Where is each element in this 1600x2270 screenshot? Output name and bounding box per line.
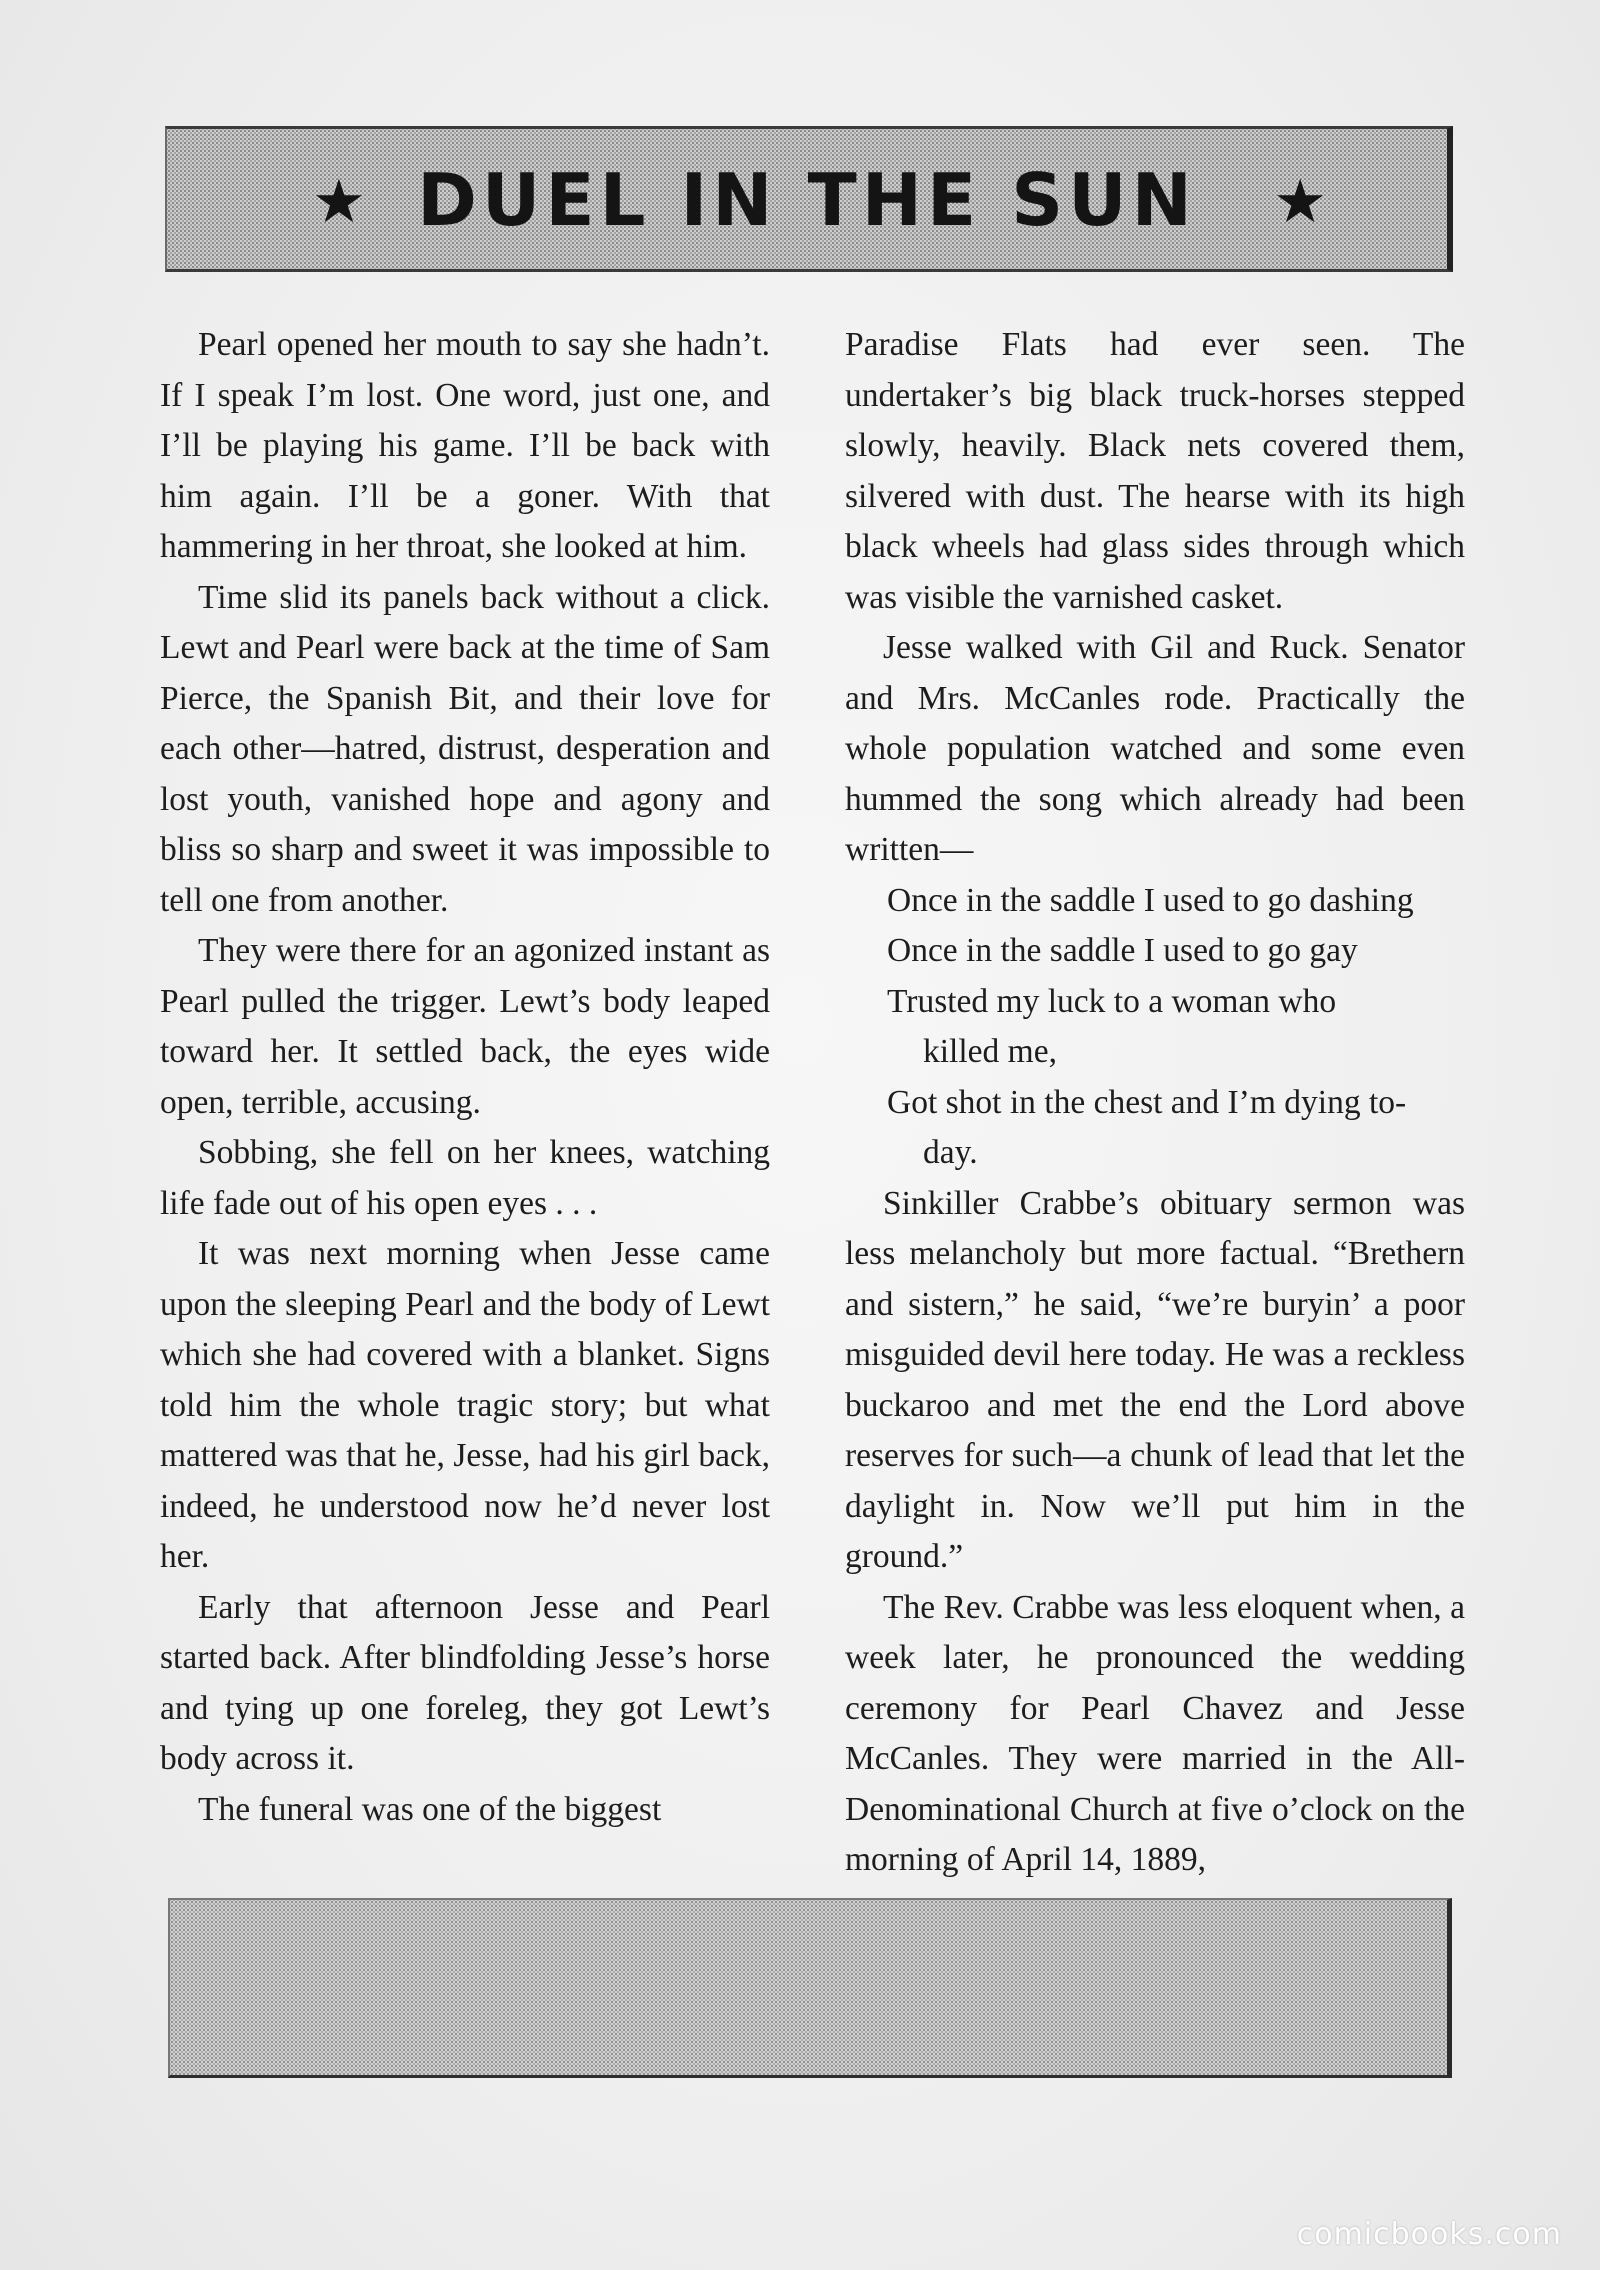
paragraph: Jesse walked with Gil and Ruck. Senator and Mrs. McCanles rode. Practically the whole population watched and some even hummed the song which already had been written— (845, 629, 1465, 868)
paragraph: Pearl opened her mouth to say she hadn’t. If I speak I’m lost. One word, just one, and I’ll be playing his game. I’ll be back with him again. I’ll be a goner. With that hammering in her throat, she looked at him. (160, 326, 770, 565)
story-title: DUEL IN THE SUN (417, 158, 1197, 242)
footer-halftone-box (168, 1898, 1452, 2078)
verse-line: Once in the saddle I used to go dashing (887, 881, 1414, 919)
verse-line-continued: day. (923, 1134, 978, 1171)
paragraph: They were there for an agonized instant as Pearl pulled the trigger. Lewt’s body leaped toward her. It settled back, the eyes wide open, terrible, accusing. (160, 932, 770, 1121)
verse-line: Trusted my luck to a woman who (887, 982, 1337, 1020)
paragraph: Sinkiller Crabbe’s obituary sermon was less melancholy but more factual. “Brethern and sistern,” he said, “we’re buryin’ a poor misguided devil here today. He was a reckless buckaroo and met the end the Lord above reserves for such—a chunk of lead that let the daylight in. Now we’ll put him in the ground.” (845, 1184, 1465, 1575)
verse-line: Got shot in the chest and I’m dying to- (887, 1083, 1407, 1121)
star-icon-right: ★ (1273, 167, 1327, 237)
paragraph: The Rev. Crabbe was less eloquent when, a week later, he pronounced the wedding ceremony for Pearl Chavez and Jesse McCanles. They were married in the All-Denominational Church at five o’clock on the morning of April 14, 1889, (845, 1588, 1465, 1878)
verse-line: Once in the saddle I used to go gay (887, 932, 1358, 969)
title-banner (165, 126, 1453, 272)
verse-line-continued: killed me, (923, 1033, 1057, 1070)
left-text-column (160, 320, 770, 1835)
paragraph: Time slid its panels back without a click. Lewt and Pearl were back at the time of Sam Pierce, the Spanish Bit, and their love for each other—hatred, distrust, desperation and lost youth, vanished hope and agony and bliss so sharp and sweet it was impossible to tell one from another. (160, 578, 770, 919)
paragraph-continued: Paradise Flats had ever seen. The undertaker’s big black truck-horses stepped slowly, heavily. Black nets covered them, silvered with dust. The hearse with its high black wheels had glass sides through which was visible the varnished casket. (845, 326, 1465, 616)
star-icon-left: ★ (312, 167, 366, 237)
song-verse (845, 876, 1465, 1179)
paragraph: The funeral was one of the biggest (198, 1790, 662, 1828)
right-text-column (845, 320, 1465, 1886)
watermark: comicbooks.com (1296, 2217, 1562, 2252)
paragraph: It was next morning when Jesse came upon the sleeping Pearl and the body of Lewt which she had covered with a blanket. Signs told him the whole tragic story; but what mattered was that he, Jesse, had his girl back, indeed, he understood now he’d never lost her. (160, 1235, 770, 1575)
paragraph: Sobbing, she fell on her knees, watching life fade out of his open eyes . . . (160, 1134, 770, 1222)
paragraph: Early that afternoon Jesse and Pearl started back. After blindfolding Jesse’s horse and tying up one foreleg, they got Lewt’s body across it. (160, 1588, 770, 1777)
